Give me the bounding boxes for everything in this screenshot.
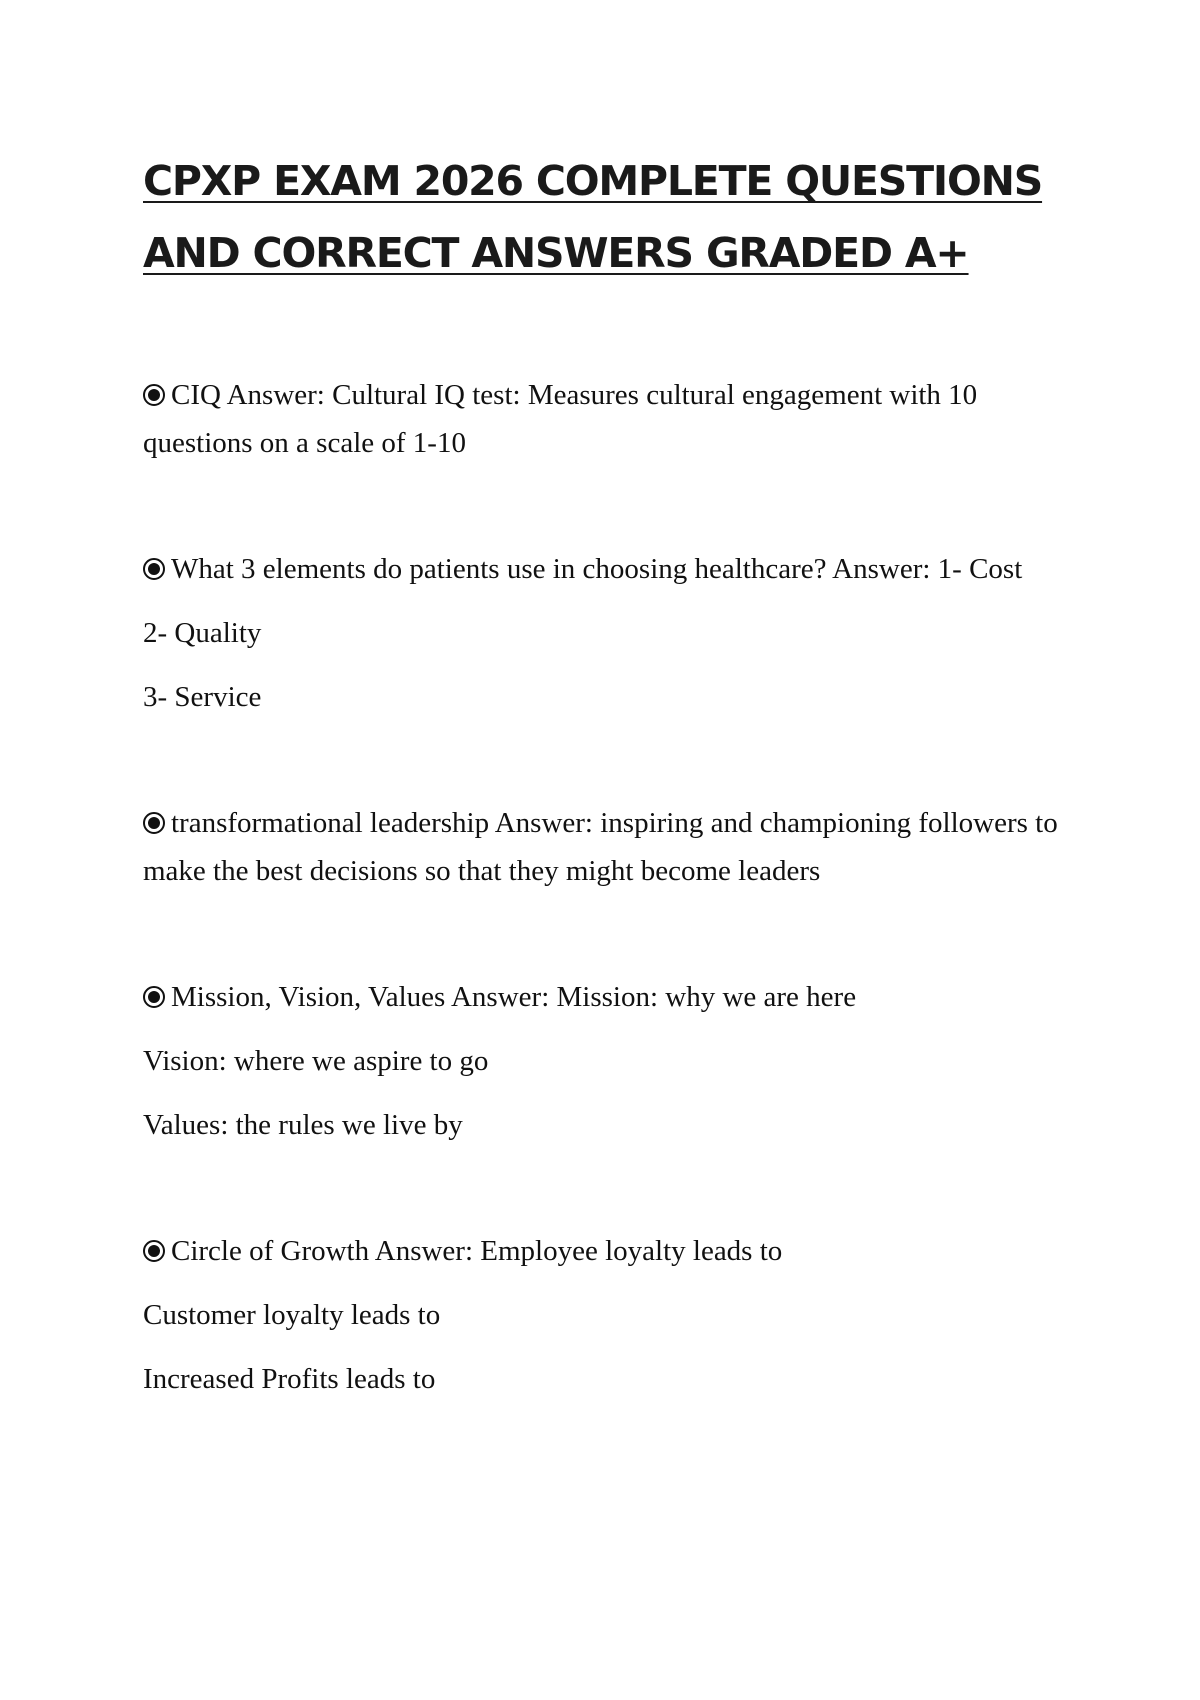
qa-text: What 3 elements do patients use in choosing healthcare? Answer: 1- Cost <box>171 553 1023 585</box>
radio-bullet-icon <box>143 812 165 834</box>
title-line-2: AND CORRECT ANSWERS GRADED A+ <box>143 229 969 277</box>
qa-question <box>143 973 1083 1021</box>
radio-bullet-icon <box>143 558 165 580</box>
radio-bullet-icon <box>143 986 165 1008</box>
qa-question <box>143 1227 1083 1275</box>
qa-item-ciq <box>143 371 1083 467</box>
qa-item-transformational-leadership <box>143 799 1083 895</box>
title-line-1: CPXP EXAM 2026 COMPLETE QUESTIONS <box>143 157 1043 205</box>
qa-item-circle-of-growth <box>143 1227 1083 1403</box>
radio-bullet-icon <box>143 1240 165 1262</box>
qa-answer-line: 2- Quality <box>143 617 262 649</box>
qa-question <box>143 799 1083 895</box>
qa-text: Mission, Vision, Values Answer: Mission: why we are here <box>171 981 857 1013</box>
qa-list <box>143 371 1083 1403</box>
radio-bullet-icon <box>143 384 165 406</box>
qa-answer-line: Values: the rules we live by <box>143 1109 463 1141</box>
qa-question <box>143 371 1083 467</box>
qa-text: CIQ Answer: Cultural IQ test: Measures cultural engagement with 10 questions on a scale of 1-10 <box>143 379 978 459</box>
qa-answer-line: Customer loyalty leads to <box>143 1299 441 1331</box>
qa-question <box>143 545 1083 593</box>
qa-answer-line: 3- Service <box>143 681 262 713</box>
qa-answer-line: Increased Profits leads to <box>143 1363 436 1395</box>
document-title <box>143 145 1083 289</box>
qa-item-healthcare-elements <box>143 545 1083 721</box>
qa-text: transformational leadership Answer: inspiring and championing followers to make the best decisions so that they might become leaders <box>143 807 1058 887</box>
qa-text: Circle of Growth Answer: Employee loyalty leads to <box>171 1235 783 1267</box>
qa-answer-line: Vision: where we aspire to go <box>143 1045 489 1077</box>
document-page <box>143 145 1083 1481</box>
qa-item-mission-vision-values <box>143 973 1083 1149</box>
